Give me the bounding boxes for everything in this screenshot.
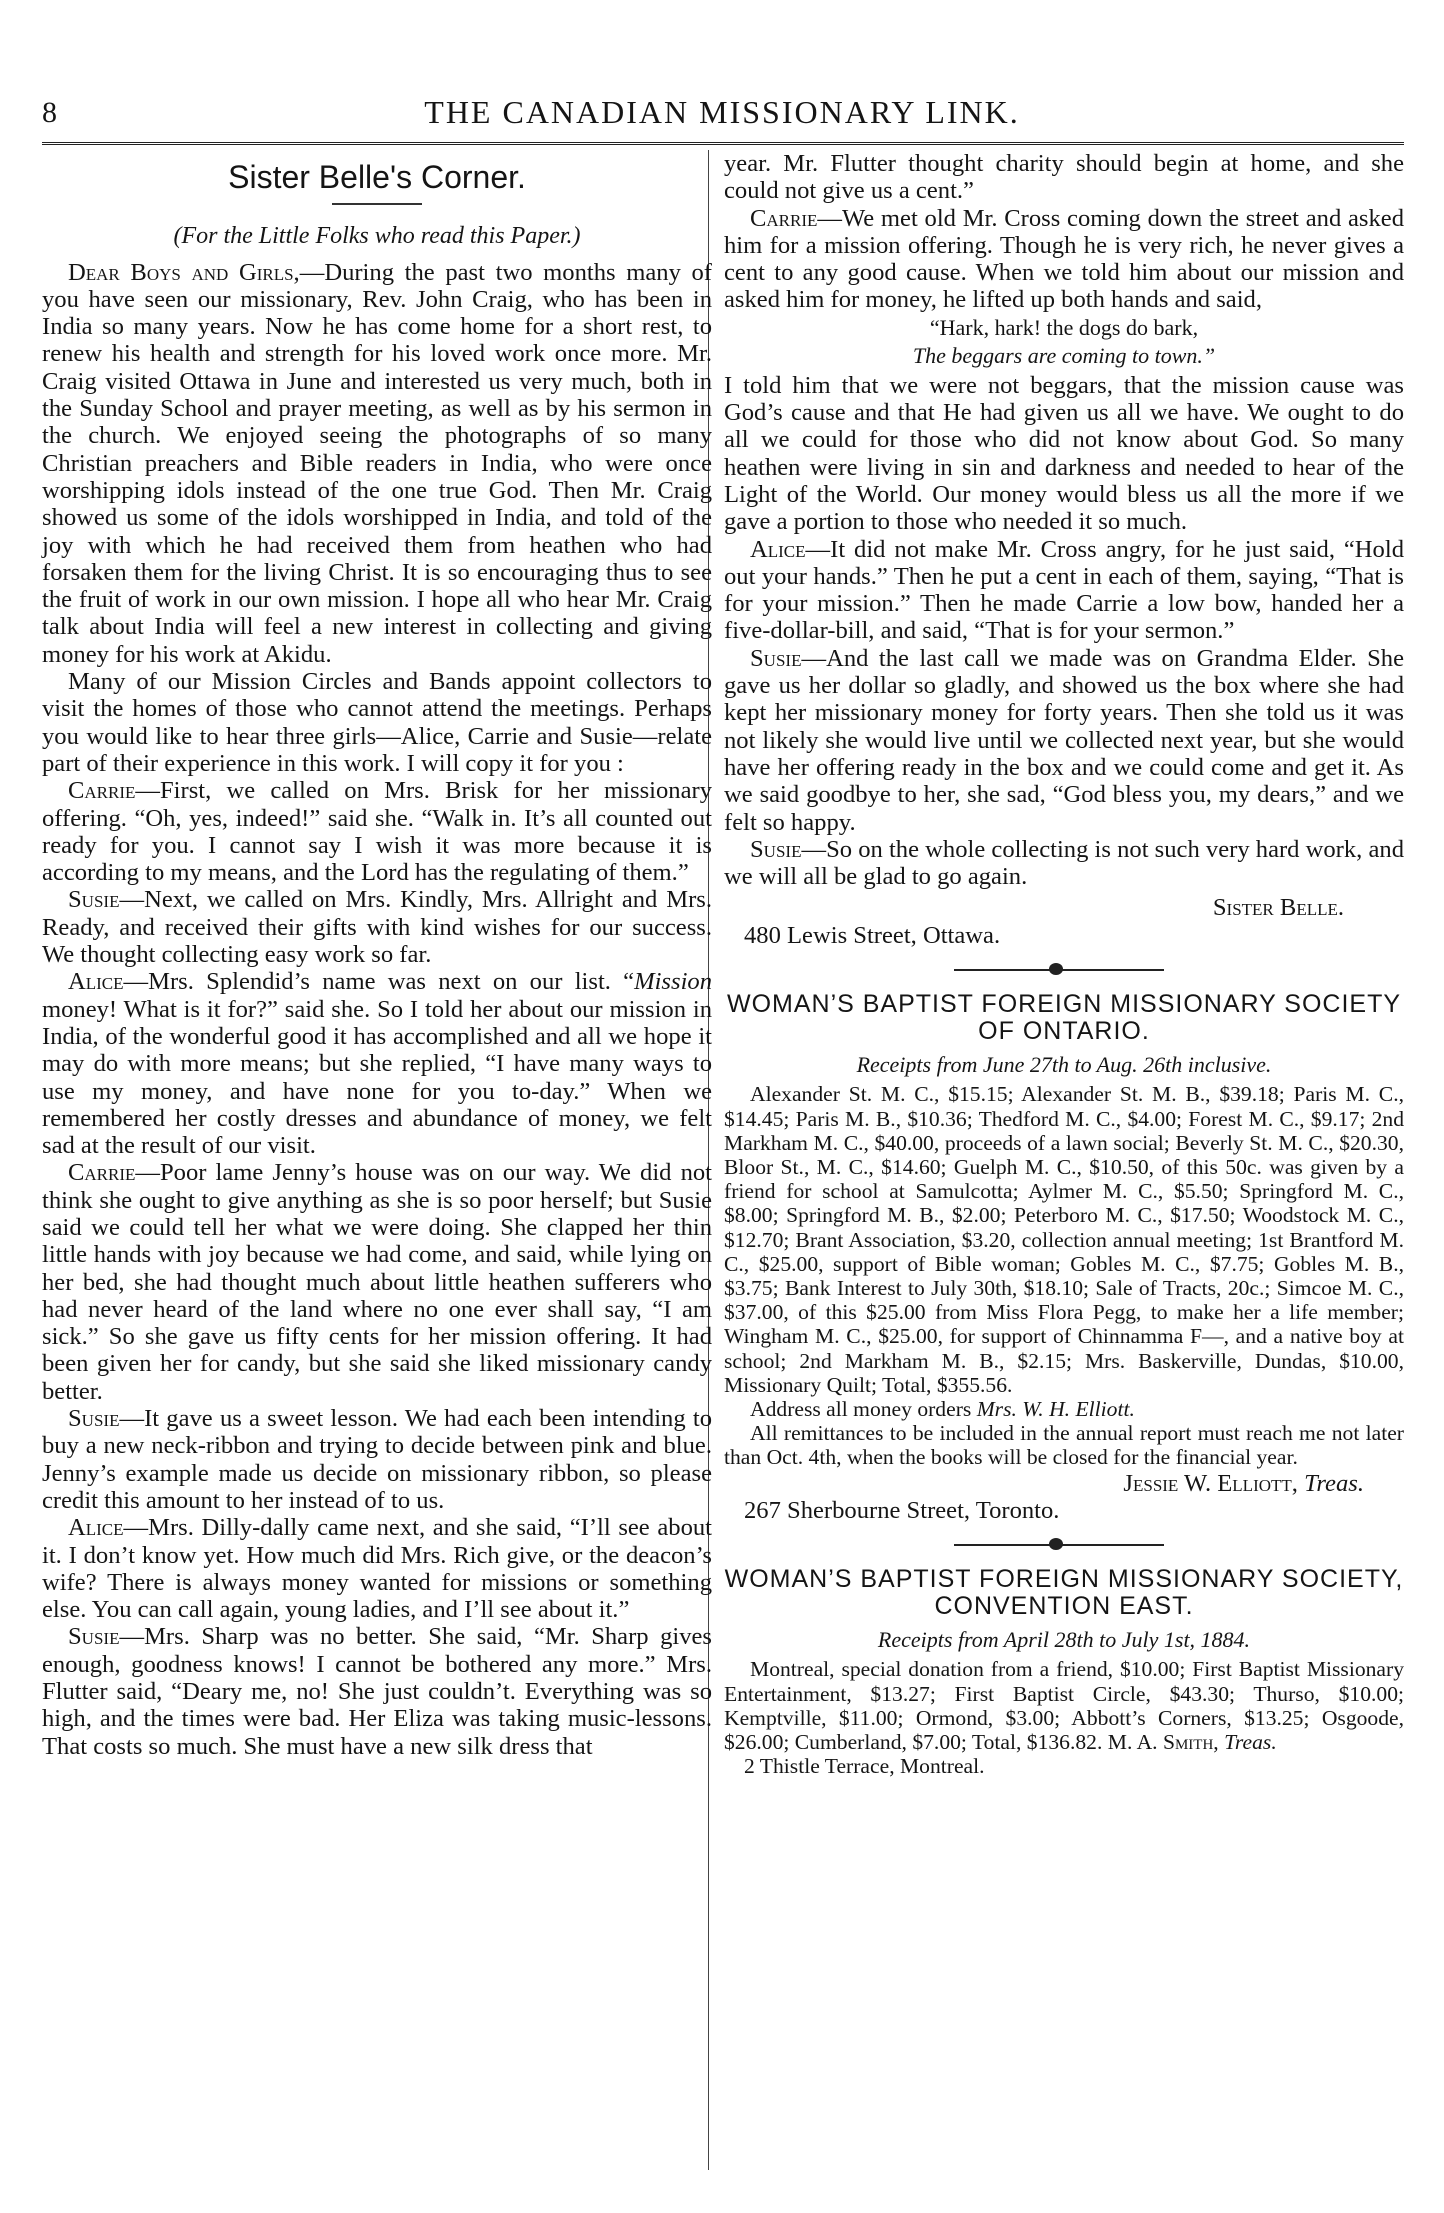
paragraph: Many of our Mission Circles and Bands appoint collectors to visit the homes of those who cannot attend the meetings. Perhaps you would like to hear three girls—Alice, Carrie and Susie—relate part of their experience in this work. I will copy it for you :	[42, 668, 712, 777]
speaker: Alice	[68, 1514, 124, 1542]
ornamental-rule	[724, 1534, 1404, 1556]
paragraph-text: —Mrs. Sharp was no better. She said, “Mr. Sharp gives enough, goodness knows! I cannot be bothered any more.” Mrs. Flutter said, “Deary me, no! She just couldn’t. Everything was so high, and the times were bad. Her Eliza was taking music-lessons. That costs so much. She must have a new silk dress that	[42, 1623, 712, 1760]
treasurer-name: Jessie W. Elliott,	[1123, 1469, 1305, 1497]
paragraph: year. Mr. Flutter thought charity should begin at home, and she could not give us a cent.”	[724, 150, 1404, 205]
paragraph	[724, 536, 1404, 645]
speaker: Susie	[750, 835, 802, 863]
paragraph-text: —It gave us a sweet lesson. We had each been intending to buy a new neck-ribbon and trying to decide between pink and blue. Jenny’s example made us decide on missionary ribbon, so please credit this amount to her instead of to us.	[42, 1405, 712, 1514]
paragraph: I told him that we were not beggars, that the mission cause was God’s cause and that He had given us all we have. We ought to do all we could for those who did not know about God. So many heathen were living in sin and darkness and needed to hear of the Light of the World. Our money would bless us all the more if we gave a portion to those who needed it so much.	[724, 371, 1404, 536]
treasurer-title: Treas.	[1224, 1730, 1277, 1755]
society-title: WOMAN’S BAPTIST FOREIGN MISSIONARY SOCIETY OF ONTARIO.	[726, 990, 1402, 1046]
paragraph-text: —Mrs. Dilly-dally came next, and she said, “I’ll see about it. I don’t know yet. How much did Mrs. Rich give, or the deacon’s wife? There is always money wanted for missions or something else. You can call again, young ladies, and I’ll see about it.”	[42, 1514, 712, 1624]
title-rule	[332, 203, 422, 205]
ornamental-rule	[724, 959, 1404, 981]
receipts-heading: Receipts from June 27th to Aug. 26th inclusive.	[856, 1052, 1272, 1078]
treasurer	[724, 1470, 1364, 1497]
paragraph	[42, 777, 712, 886]
right-column	[724, 150, 1404, 1778]
verse-line: The beggars are coming to town.”	[912, 342, 1216, 368]
speaker: Carrie	[750, 204, 818, 232]
author-address: 480 Lewis Street, Ottawa.	[744, 921, 1001, 949]
paragraph	[42, 259, 712, 668]
paragraph	[42, 968, 712, 1159]
page-number: 8	[42, 96, 57, 129]
paragraph	[724, 836, 1404, 891]
speaker: Alice	[750, 535, 806, 563]
paragraph-text: —And the last call we made was on Grandma Elder. She gave us her dollar so gladly, and showed us the box where she had kept her missionary money for forty years. Then she told us it was not likely she would live until we collected next year, but she would have her offering ready in the box and we could come and get it. As we said goodbye to her, she sad, “God bless you, my dears,” and we felt so happy.	[724, 644, 1404, 836]
paragraph-text: —During the past two months many of you have seen our missionary, Rev. John Craig, who has been in India so many years. Now he has come home for a short rest, to renew his health and strength for his loved work once more. Mr. Craig visited Ottawa in June and interested us very much, both in the Sunday School and prayer meeting, as well as by his sermon in the church. We enjoyed seeing the photographs of so many Christian preachers and Bible readers in India, who were once worshipping idols instead of the one true God. Then Mr. Craig showed us some of the idols worshipped in India, and told of the joy with which he had received them from heathen who had forsaken them for the living Christ. It is so encouraging thus to see the fruit of work in our own mission. I hope all who hear Mr. Craig talk about India will feel a new interest in collecting and giving money for his work at Akidu.	[42, 258, 713, 668]
speaker: Susie	[750, 644, 802, 672]
page-header	[42, 92, 1402, 136]
treasurer-title: Treas.	[1304, 1469, 1364, 1497]
speaker: Susie	[68, 886, 120, 914]
paragraph	[42, 886, 712, 968]
paragraph-text: —We met old Mr. Cross coming down the street and asked him for a mission offering. Though he is very rich, he never gives a cent to any good cause. When we told him about our mission and asked him for money, he lifted up both hands and said,	[724, 204, 1404, 314]
speaker: Carrie	[68, 777, 136, 805]
paragraph-text: Montreal, special donation from a friend, $10.00; First Baptist Missionary Entertainment, $13.27; First Baptist Circle, $43.30; Thurso, $10.00; Kemptville, $11.00; Ormond, $3.00; Abbott’s Corners, $13.25; Osgoode, $26.00; Cumberland, $7.00; Total, $136.82.	[724, 1657, 1404, 1755]
verse-line: “Hark, hark! the dogs do bark,	[929, 314, 1199, 340]
treasurer-address: 2 Thistle Terrace, Montreal.	[744, 1754, 985, 1779]
address-orders	[724, 1397, 1404, 1421]
paragraph-text: —So on the whole collecting is not such very hard work, and we will all be glad to go again.	[724, 835, 1404, 891]
rule-ornament	[1049, 1538, 1063, 1550]
section-title: Sister Belle's Corner.	[228, 159, 526, 195]
paragraph-text: Address all money orders	[750, 1396, 977, 1421]
paragraph	[724, 205, 1404, 314]
speaker: Alice	[68, 968, 124, 996]
remittance-note: All remittances to be included in the annual report must reach me not later than Oct. 4th, when the books will be closed for the financial year.	[724, 1421, 1404, 1470]
masthead: THE CANADIAN MISSIONARY LINK.	[424, 94, 1020, 130]
paragraph	[42, 1405, 712, 1514]
orders-name: Mrs. W. H. Elliott.	[976, 1396, 1135, 1421]
speaker: Susie	[68, 1623, 120, 1651]
receipts-list: Alexander St. M. C., $15.15; Alexander St. M. B., $39.18; Paris M. C., $14.45; Paris M. B., $10.36; Thedford M. C., $4.00; Forest M. C., $9.17; 2nd Markham M. C., $40.00, proceeds of a lawn social; Beverly St. M. C., $20.30, Bloor St., M. C., $14.60; Guelph M. C., $10.50, of this 50c. was given by a friend for school at Samulcotta; Aylmer M. C., $5.50; Springford M. C., $8.00; Springford M. B., $2.00; Peterboro M. C., $17.50; Woodstock M. C., $12.70; Brant Association, $3.20, collection annual meeting; 1st Brantford M. C., $25.00, support of Bible woman; Gobles M. C., $7.75; Gobles M. B., $3.75; Bank Interest to July 30th, $18.10; Sale of Tracts, 20c.; Simcoe M. C., $37.00, of this $25.00 from Miss Flora Pegg, to make her a life member; Wingham M. C., $25.00, for support of Chinnamma F—, and a native boy at school; 2nd Markham M. B., $2.15; Mrs. Baskerville, Dundas, $10.00, Missionary Quilt; Total, $355.56.	[724, 1082, 1404, 1397]
paragraph-text: —Mrs. Splendid’s name was next on our list. “	[123, 968, 635, 996]
signature: Sister Belle.	[1212, 894, 1344, 922]
society-title: WOMAN’S BAPTIST FOREIGN MISSIONARY SOCIETY, CONVENTION EAST.	[724, 1565, 1404, 1621]
speaker: Carrie	[68, 1159, 136, 1187]
header-rule	[42, 142, 1404, 145]
paragraph-text: —Poor lame Jenny’s house was on our way. We did not think she ought to give anything as she is so poor herself; but Susie said we could tell her what we were doing. She clapped her thin little hands with joy because we had come, and said, while lying on her bed, she had thought much about little heathen sufferers who had never heard of the land where no one ever shall say, “I am sick.” So she gave us fifty cents for her mission offering. It had been given her for candy, but she said she liked missionary candy better.	[42, 1159, 712, 1405]
paragraph-text: —First, we called on Mrs. Brisk for her missionary offering. “Oh, yes, indeed!” said she. “Walk in. It’s all counted out ready for you. I cannot say I wish it was more because it is according to my means, and the Lord has the regulating of them.”	[42, 777, 712, 887]
treasurer-address: 267 Sherbourne Street, Toronto.	[744, 1496, 1060, 1524]
section-subtitle: (For the Little Folks who read this Paper.)	[173, 223, 581, 250]
paragraph-text: money! What is it for?” said she. So I told her about our mission in India, of the wonderful good it has accomplished and all we hope it may do with more means; but she replied, “I have many ways to use my money, and have none for you to-day.” When we remembered her costly dresses and abundance of money, we felt sad at the result of our visit.	[42, 995, 712, 1160]
rule-ornament	[1049, 963, 1063, 975]
salutation: Dear Boys and Girls,	[68, 258, 300, 286]
paragraph	[724, 645, 1404, 836]
treasurer-name: M. A. Smith,	[1107, 1730, 1225, 1755]
receipts-heading: Receipts from April 28th to July 1st, 1884.	[877, 1627, 1251, 1653]
paragraph	[42, 1514, 712, 1623]
paragraph-text: —Next, we called on Mrs. Kindly, Mrs. Allright and Mrs. Ready, and received their gifts with kind wishes for our success. We thought collecting easy work so far.	[42, 886, 712, 969]
paragraph-text: —It did not make Mr. Cross angry, for he just said, “Hold out your hands.” Then he put a cent in each of them, saying, “That is for your mission.” Then he made Carrie a low bow, handed her a five-dollar-bill, and said, “That is for your sermon.”	[724, 535, 1404, 645]
receipts-list	[724, 1657, 1404, 1754]
paragraph	[42, 1159, 712, 1405]
left-column	[42, 150, 712, 1760]
speaker: Susie	[68, 1405, 120, 1433]
emphasis: Mission	[634, 968, 712, 996]
paragraph	[42, 1623, 712, 1759]
